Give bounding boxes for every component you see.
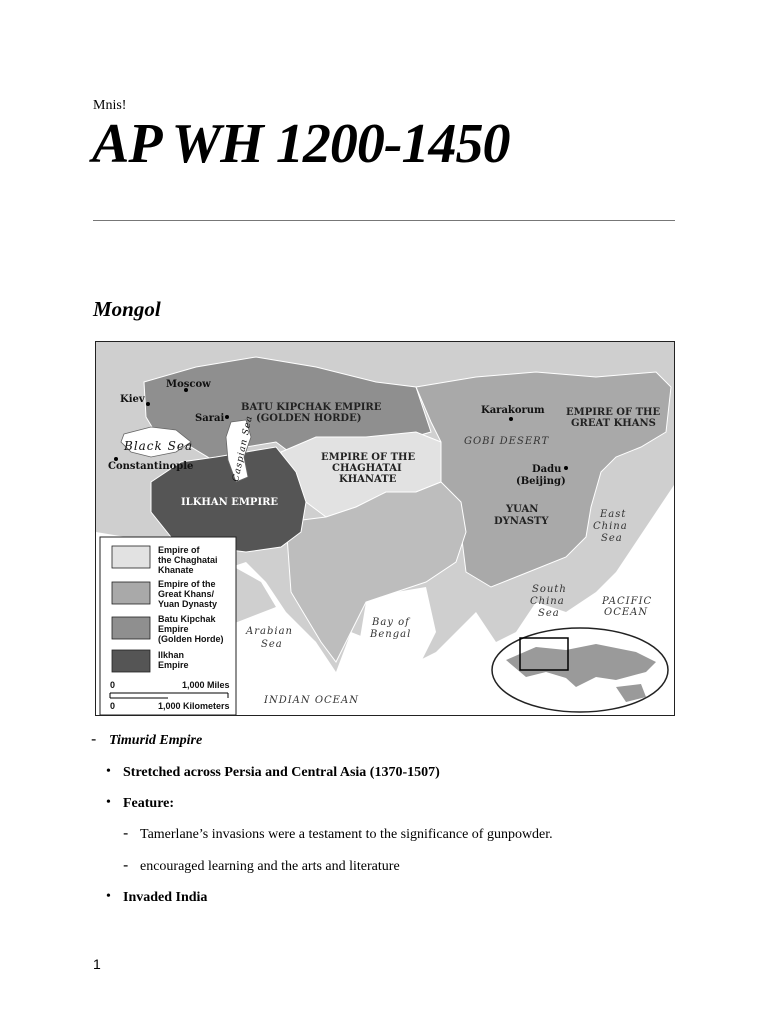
- section-heading: Mongol: [93, 297, 161, 321]
- bullet-marker: •: [106, 795, 111, 810]
- legend-4-line2: Empire: [158, 660, 189, 670]
- label-chag-2: CHAGHATAI: [332, 463, 402, 474]
- horizontal-rule: [93, 220, 675, 221]
- sub-item-learning: encouraged learning and the arts and literature: [140, 859, 400, 874]
- outline-dash-marker: -: [91, 731, 97, 748]
- label-caspian: Caspian Sea: [231, 414, 255, 483]
- bullet-marker: •: [106, 764, 111, 779]
- legend-1-line2: the Chaghatai: [158, 555, 218, 565]
- legend-1-line1: Empire of: [158, 545, 200, 555]
- map-legend: [100, 537, 236, 715]
- legend-swatch-chaghatai: [112, 546, 150, 568]
- label-bengal-2: Bengal: [370, 629, 412, 640]
- label-gobi: GOBI DESERT: [464, 436, 550, 447]
- label-ilkhan: ILKHAN EMPIRE: [181, 497, 279, 508]
- legend-3-line2: Empire: [158, 624, 189, 634]
- label-pacific-1: PACIFIC: [602, 596, 653, 607]
- label-batu-2: (GOLDEN HORDE): [256, 413, 362, 424]
- legend-3-line3: (Golden Horde): [158, 634, 224, 644]
- page-number: 1: [93, 956, 101, 972]
- bullet-marker: •: [106, 889, 111, 904]
- city-dot-kiev: [146, 402, 150, 406]
- bullet-item-invaded-india: Invaded India: [123, 890, 208, 905]
- city-dot-sarai: [225, 415, 229, 419]
- label-south-china-2: China: [530, 596, 565, 607]
- label-indian-ocean: INDIAN OCEAN: [264, 695, 359, 706]
- label-yuan-1: YUAN: [506, 504, 539, 515]
- document-title: AP WH 1200-1450: [92, 113, 510, 175]
- label-pacific-2: OCEAN: [604, 607, 649, 618]
- legend-1-line3: Khanate: [158, 565, 194, 575]
- city-dadu: Dadu: [532, 464, 562, 475]
- label-batu-1: BATU KIPCHAK EMPIRE: [241, 402, 382, 413]
- city-dot-dadu: [564, 466, 568, 470]
- legend-4-line1: Ilkhan: [158, 650, 185, 660]
- label-black-sea: Black Sea: [124, 439, 194, 453]
- legend-swatch-ilkhan: [112, 650, 150, 672]
- label-east-china-3: Sea: [601, 533, 623, 544]
- legend-swatch-golden-horde: [112, 617, 150, 639]
- city-kiev: Kiev: [120, 394, 145, 405]
- label-chag-1: EMPIRE OF THE: [321, 452, 416, 463]
- outline-heading-timurid: Timurid Empire: [109, 733, 203, 748]
- legend-3-line1: Batu Kipchak: [158, 614, 216, 624]
- sub-item-gunpowder: Tamerlane’s invasions were a testament to the significance of gunpowder.: [140, 827, 553, 842]
- map-svg: [96, 342, 675, 716]
- city-moscow: Moscow: [166, 379, 211, 390]
- city-constantinople: Constantinople: [108, 461, 194, 472]
- legend-2-line3: Yuan Dynasty: [158, 599, 218, 609]
- legend-swatch-great-khans: [112, 582, 150, 604]
- legend-scale-km: 1,000 Kilometers: [158, 701, 230, 711]
- label-east-china-1: East: [600, 509, 627, 520]
- label-chag-3: KHANATE: [339, 474, 397, 485]
- legend-scale-zero-1: 0: [110, 680, 116, 690]
- city-sarai: Sarai: [195, 413, 225, 424]
- mongol-empire-map: [95, 341, 675, 716]
- legend-scale-miles: 1,000 Miles: [182, 680, 230, 690]
- author-name: Mnis!: [93, 98, 127, 113]
- bullet-item-feature: Feature:: [123, 796, 175, 811]
- label-arabian-1: Arabian: [246, 626, 293, 637]
- label-great-2: GREAT KHANS: [571, 418, 656, 429]
- legend-scale-zero-2: 0: [110, 701, 116, 711]
- city-karakorum: Karakorum: [481, 405, 545, 416]
- legend-2-line1: Empire of the: [158, 579, 216, 589]
- label-bengal-1: Bay of: [372, 617, 410, 628]
- label-yuan-2: DYNASTY: [494, 516, 549, 527]
- label-south-china-1: South: [532, 584, 567, 595]
- legend-2-line2: Great Khans/: [158, 589, 215, 599]
- city-dot-karakorum: [509, 417, 513, 421]
- sub-dash-marker: -: [123, 825, 129, 842]
- sub-dash-marker: -: [123, 857, 129, 874]
- label-great-1: EMPIRE OF THE: [566, 407, 661, 418]
- label-arabian-2: Sea: [261, 639, 283, 650]
- city-beijing: (Beijing): [516, 476, 566, 487]
- label-south-china-3: Sea: [538, 608, 560, 619]
- bullet-item-stretched: Stretched across Persia and Central Asia (1370-1507): [123, 765, 440, 780]
- label-east-china-2: China: [593, 521, 628, 532]
